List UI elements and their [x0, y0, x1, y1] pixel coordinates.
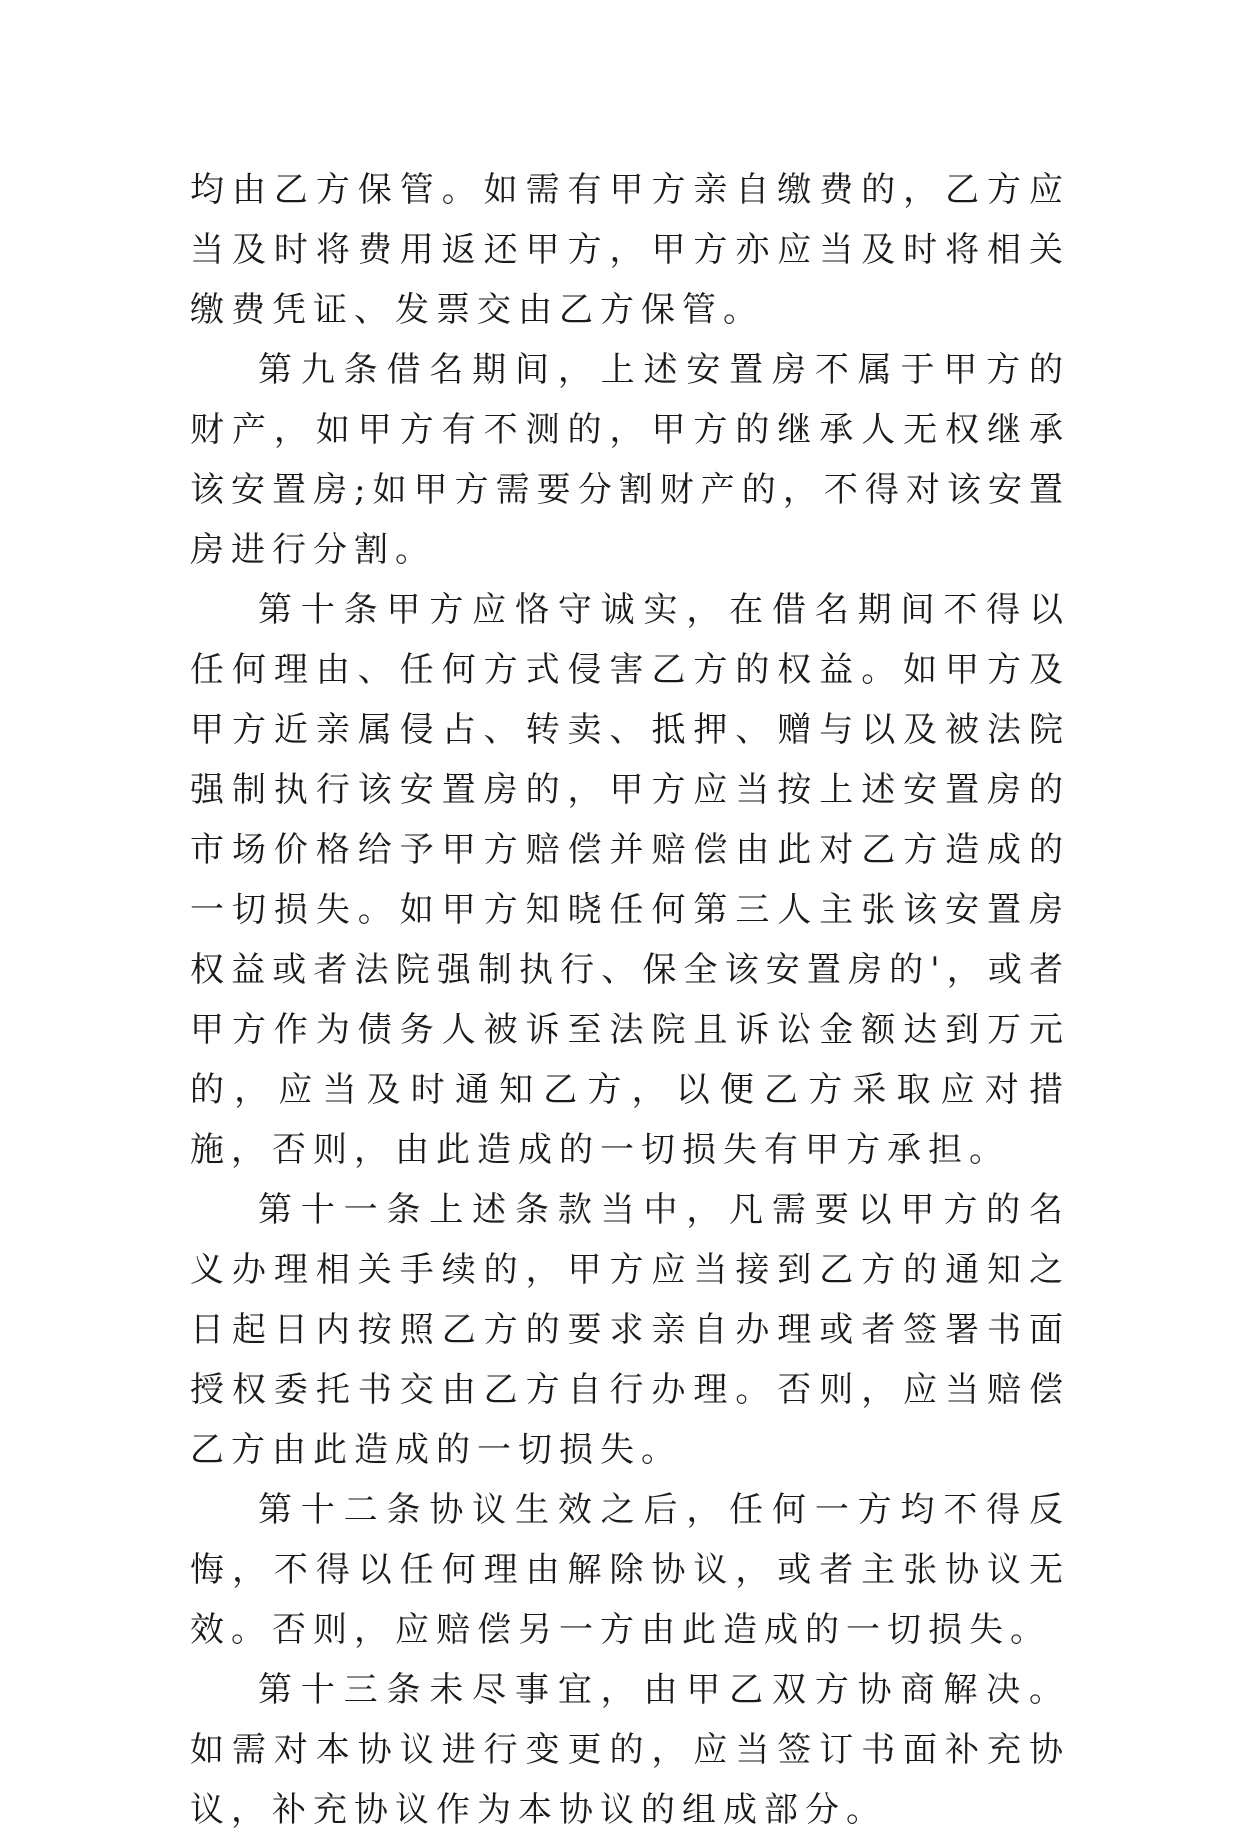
paragraph-article-9: 第九条借名期间，上述安置房不属于甲方的财产，如甲方有不测的，甲方的继承人无权继承该安置房;如甲方需要分割财产的，不得对该安置房进行分割。 — [190, 350, 1070, 570]
paragraph-continuation: 均由乙方保管。如需有甲方亲自缴费的，乙方应当及时将费用返还甲方，甲方亦应当及时将相关缴费凭证、发票交由乙方保管。 — [190, 170, 1070, 330]
paragraph-article-11: 第十一条上述条款当中，凡需要以甲方的名义办理相关手续的，甲方应当接到乙方的通知之日起日内按照乙方的要求亲自办理或者签署书面授权委托书交由乙方自行办理。否则，应当赔偿乙方由此造成的一切损失。 — [190, 1190, 1070, 1470]
paragraph-article-10: 第十条甲方应恪守诚实，在借名期间不得以任何理由、任何方式侵害乙方的权益。如甲方及甲方近亲属侵占、转卖、抵押、赠与以及被法院强制执行该安置房的，甲方应当按上述安置房的市场价格给予甲方赔偿并赔偿由此对乙方造成的一切损失。如甲方知晓任何第三人主张该安置房权益或者法院强制执行、保全该安置房的'，或者甲方作为债务人被诉至法院且诉讼金额达到万元的，应当及时通知乙方，以便乙方采取应对措施，否则，由此造成的一切损失有甲方承担。 — [190, 590, 1070, 1170]
paragraph-article-13: 第十三条未尽事宜，由甲乙双方协商解决。如需对本协议进行变更的，应当签订书面补充协议，补充协议作为本协议的组成部分。 — [190, 1670, 1070, 1830]
document-body — [190, 160, 1070, 1840]
paragraph-article-12: 第十二条协议生效之后，任何一方均不得反悔，不得以任何理由解除协议，或者主张协议无效。否则，应赔偿另一方由此造成的一切损失。 — [190, 1490, 1070, 1650]
